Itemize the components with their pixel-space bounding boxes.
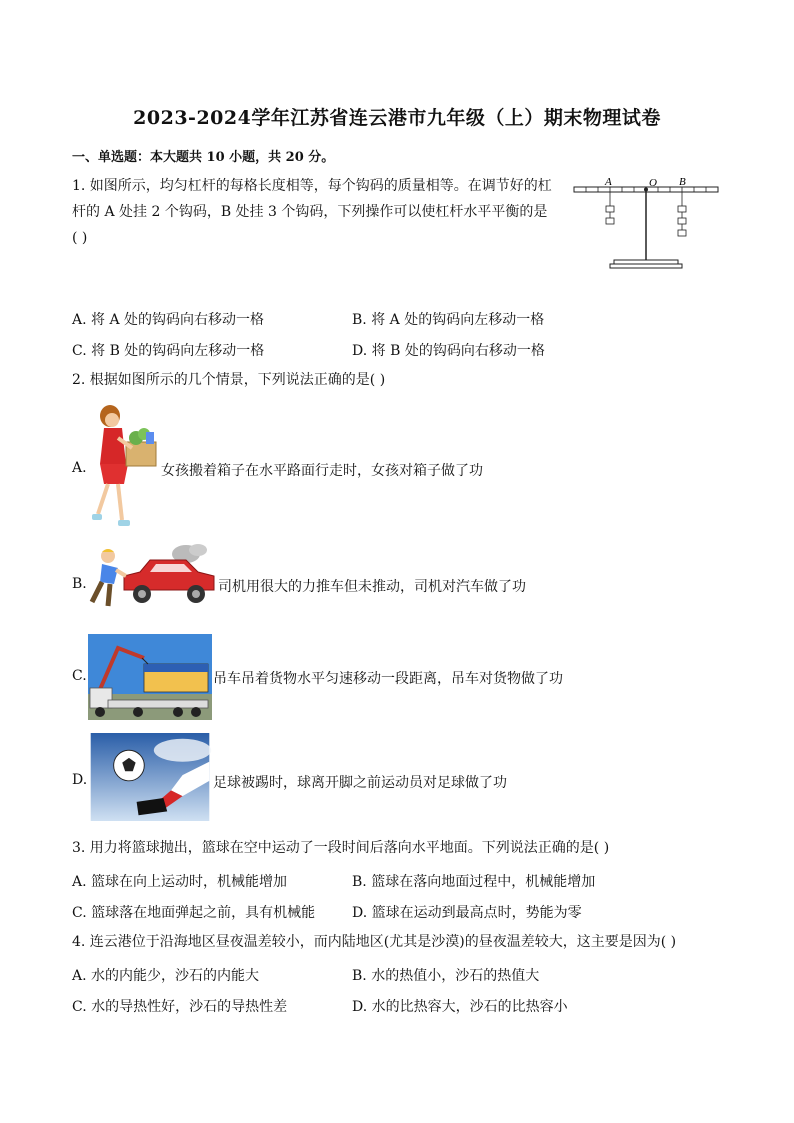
section-heading: 一、单选题：本大题共 10 小题，共 20 分。 [72,150,335,165]
q1-option-b: B. 将 A 处的钩码向左移动一格 [352,312,545,328]
q2-option-c-text: 吊车吊着货物水平匀速移动一段距离，吊车对货物做了功 [213,671,563,687]
q2-option-d-text: 足球被踢时，球离开脚之前运动员对足球做了功 [213,775,507,791]
girl-carrying-box-image [88,402,160,532]
q4-option-d: D. 水的比热容大，沙石的比热容小 [352,999,568,1015]
q2-option-b-letter: B. [72,576,87,592]
q1-option-d: D. 将 B 处的钩码向右移动一格 [352,343,545,359]
question-1-stem: 1. 如图所示，均匀杠杆的每格长度相等，每个钩码的质量相等。在调节好的杠杆的 A 处挂 2 个钩码，B 处挂 3 个钩码，下列操作可以使杠杆水平平衡的是( ) [72,178,552,246]
q2-option-c-letter: C. [72,668,87,684]
question-4-stem: 4. 连云港位于沿海地区昼夜温差较小，而内陆地区(尤其是沙漠)的昼夜温差较大，这主要是因为( ) [72,934,677,950]
question-2-stem: 2. 根据如图所示的几个情景，下列说法正确的是( ) [72,372,386,388]
q3-option-b: B. 篮球在落向地面过程中，机械能增加 [352,874,596,890]
lever-figure [570,176,722,272]
question-3-stem: 3. 用力将篮球抛出，篮球在空中运动了一段时间后落向水平地面。下列说法正确的是( ) [72,840,610,856]
q2-option-a-letter: A. [72,460,87,476]
q3-option-a: A. 篮球在向上运动时，机械能增加 [72,874,288,890]
q2-option-d-letter: D. [72,772,88,788]
q3-option-d: D. 篮球在运动到最高点时，势能为零 [352,905,582,921]
q1-option-a: A. 将 A 处的钩码向右移动一格 [72,312,265,328]
label-a: A [605,176,612,188]
crane-lifting-cargo-image [88,633,212,721]
label-b: B [679,176,686,188]
exam-title: 2023-2024学年江苏省连云港市九年级（上）期末物理试卷 [133,107,661,129]
q4-option-a: A. 水的内能少，沙石的内能大 [72,968,260,984]
q2-option-a-text: 女孩搬着箱子在水平路面行走时，女孩对箱子做了功 [161,463,483,479]
q4-option-b: B. 水的热值小，沙石的热值大 [352,968,540,984]
q3-option-c: C. 篮球落在地面弹起之前，具有机械能 [72,905,316,921]
q2-option-b-text: 司机用很大的力推车但未推动，司机对汽车做了功 [218,579,526,595]
label-o: O [649,177,657,189]
man-pushing-car-image [88,542,218,614]
q1-option-c: C. 将 B 处的钩码向左移动一格 [72,343,265,359]
q4-option-c: C. 水的导热性好，沙石的导热性差 [72,999,288,1015]
soccer-ball-kick-image [88,733,212,821]
